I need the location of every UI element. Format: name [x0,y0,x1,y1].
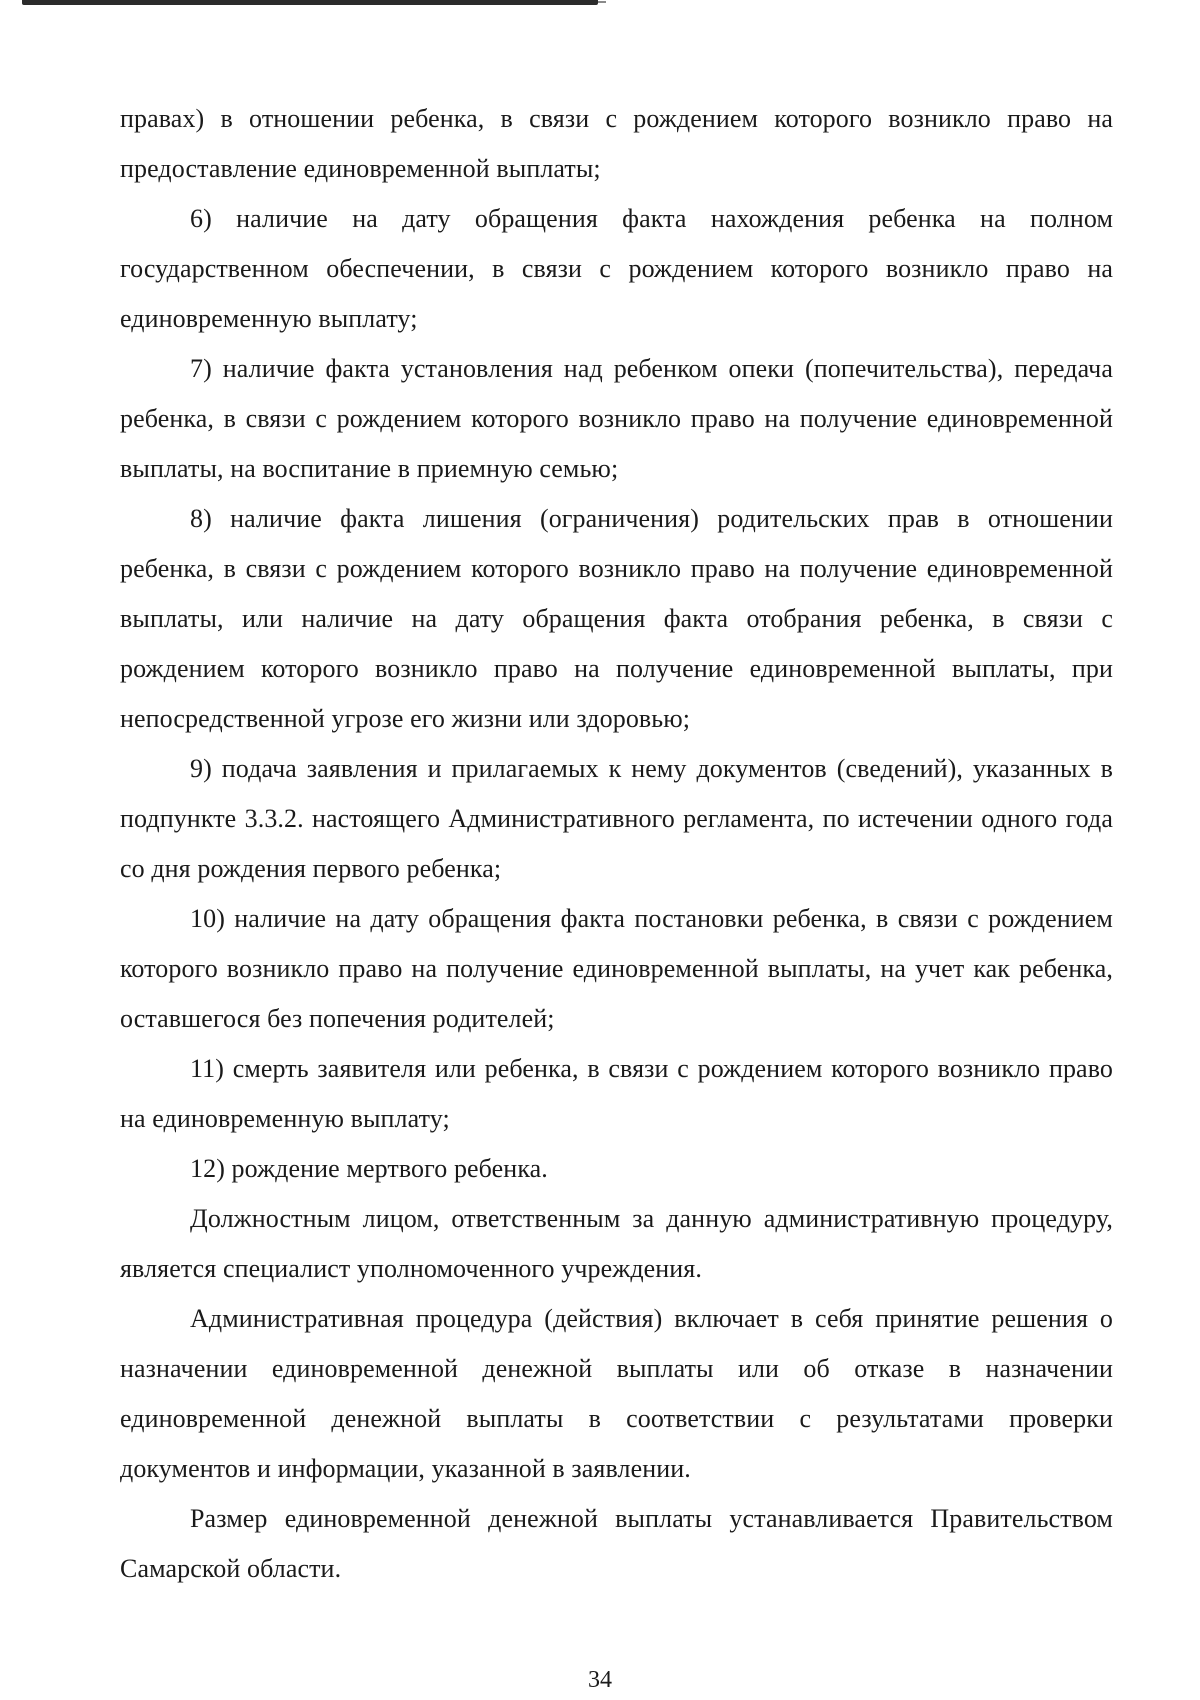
paragraph-item-11: 11) смерть заявителя или ребенка, в связи с рождением которого возникло право на единовременную выплату; [120,1054,1113,1133]
paragraph-item-6: 6) наличие на дату обращения факта нахождения ребенка на полном государственном обеспечении, в связи с рождением которого возникло право на единовременную выплату; [120,204,1113,333]
paragraph-item-12: 12) рождение мертвого ребенка. [190,1154,548,1183]
page-number: 34 [588,1667,612,1693]
paragraph-continuation: правах) в отношении ребенка, в связи с рождением которого возникло право на предоставление единовременной выплаты; [120,104,1113,183]
paragraph-procedure-decision: Административная процедура (действия) включает в себя принятие решения о назначении единовременной денежной выплаты или об отказе в назначении единовременной денежной выплаты в соответствии с результатами проверки документов и информации, указанной в заявлении. [120,1304,1113,1483]
paragraph-item-7: 7) наличие факта установления над ребенком опеки (попечительства), передача ребенка, в связи с рождением которого возникло право на получение единовременной выплаты, на воспитание в приемную семью; [120,354,1113,483]
paragraph-item-9: 9) подача заявления и прилагаемых к нему документов (сведений), указанных в подпункте 3.3.2. настоящего Административного регламента, по истечении одного года со дня рождения первого ребенка; [120,754,1113,883]
document-body [120,94,1113,1594]
paragraph-item-8: 8) наличие факта лишения (ограничения) родительских прав в отношении ребенка, в связи с рождением которого возникло право на получение единовременной выплаты, или наличие на дату обращения факта отобрания ребенка, в связи с рождением которого возникло право на получение единовременной выплаты, при непосредственной угрозе его жизни или здоровью; [120,504,1113,733]
paragraph-payment-amount: Размер единовременной денежной выплаты устанавливается Правительством Самарской области. [120,1504,1113,1583]
paragraph-item-10: 10) наличие на дату обращения факта постановки ребенка, в связи с рождением которого возникло право на получение единовременной выплаты, на учет как ребенка, оставшегося без попечения родителей; [120,904,1113,1033]
scan-edge-bar [22,0,598,5]
paragraph-responsible-official: Должностным лицом, ответственным за данную административную процедуру, является специалист уполномоченного учреждения. [120,1204,1113,1283]
